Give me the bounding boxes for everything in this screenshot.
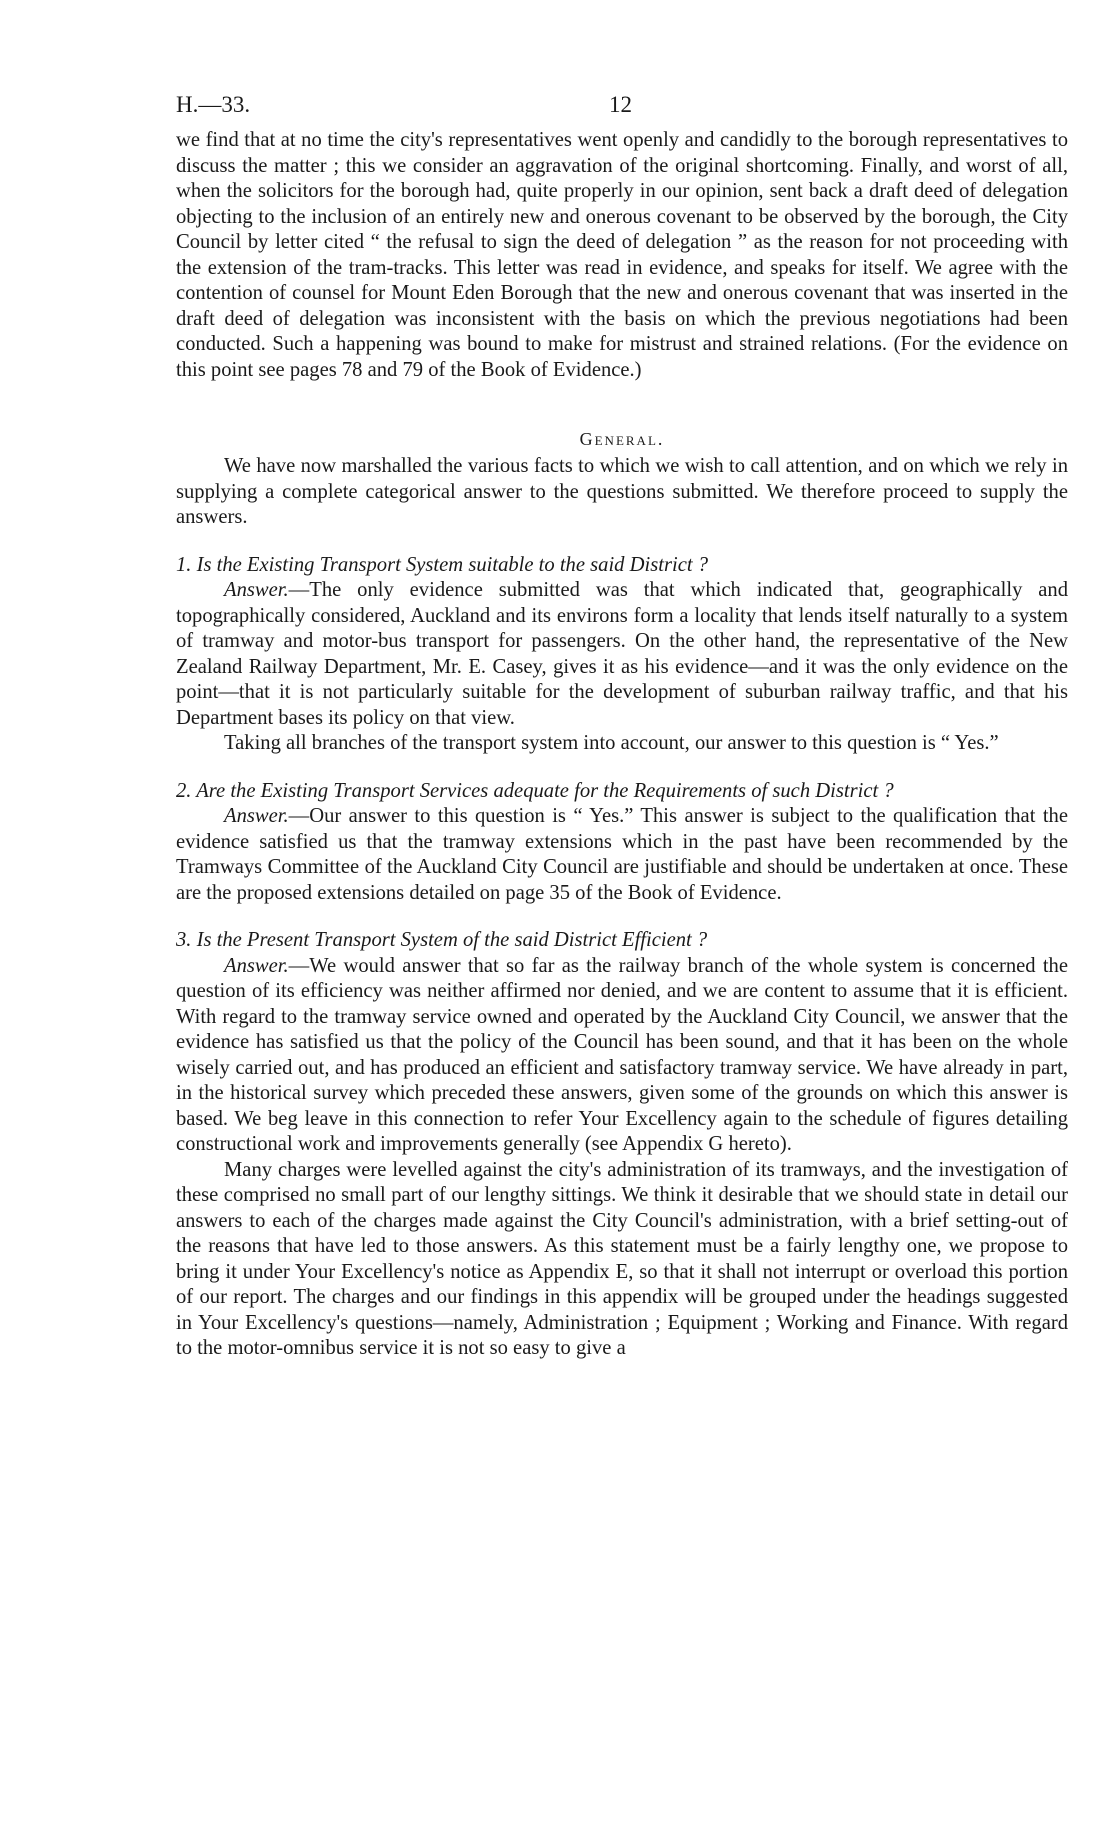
- answer-label: Answer.: [224, 954, 289, 977]
- answer-3: [176, 954, 1068, 1158]
- report-reference: H.—33.: [176, 92, 251, 117]
- answer-3-continued: Many charges were levelled against the city's administration of its tramways, and the investigation of these comprised no small part of our lengthy sittings. We think it desirable that we should state in detail our answers to each of the charges made against the City Council's administration, with a brief setting-out of the reasons that have led to those answers. As this statement must be a fairly lengthy one, we propose to bring it under Your Excellency's notice as Appendix E, so that it shall not interrupt or overload this portion of our report. The charges and our findings in this appendix will be grouped under the headings suggested in Your Excellency's questions—namely, Administration ; Equipment ; Working and Finance. With regard to the motor-omnibus service it is not so easy to give a: [176, 1158, 1068, 1359]
- answer-1-conclusion: Taking all branches of the transport system into account, our answer to this question is “ Yes.”: [224, 732, 999, 754]
- general-paragraph: We have now marshalled the various facts to which we wish to call attention, and on which we rely in supplying a complete categorical answer to the questions submitted. We therefore proceed to supply the answers.: [176, 455, 1068, 528]
- answer-label: Answer.: [224, 579, 289, 601]
- answer-1: [176, 578, 1068, 731]
- answer-text: —The only evidence submitted was that which indicated that, geographically and topographically considered, Auckland and its environs form a locality that lends itself naturally to a system of tramway and motor-bus transport for passengers. On the other hand, the representative of the New Zealand Railway Department, Mr. E. Casey, gives it as his evidence—and it was the only evidence on the point—that it is not particularly suitable for the development of suburban railway traffic, and that his Department bases its policy on that view.: [176, 579, 1068, 729]
- section-heading-general: General.: [579, 429, 665, 449]
- answer-2: [176, 804, 1068, 906]
- page-header: [176, 92, 1068, 128]
- opening-paragraph: we find that at no time the city's representatives went openly and candidly to the borough representatives to discuss the matter ; this we consider an aggravation of the original shortcoming. Finally, and worst of all, when the solicitors for the borough had, quite properly in our opinion, sent back a draft deed of delegation objecting to the inclusion of an entirely new and onerous covenant to be observed by the borough, the City Council by letter cited “ the refusal to sign the deed of delegation ” as the reason for not proceeding with the extension of the tram-tracks. This letter was read in evidence, and speaks for itself. We agree with the contention of counsel for Mount Eden Borough that the new and onerous covenant that was inserted in the draft deed of delegation was inconsistent with the basis on which the previous negotiations had been conducted. Such a happening was bound to make for mistrust and strained relations. (For the evidence on this point see pages 78 and 79 of the Book of Evidence.): [176, 129, 1068, 381]
- question-1: 1. Is the Existing Transport System suitable to the said District ?: [176, 553, 708, 576]
- answer-text: —We would answer that so far as the railway branch of the whole system is concerned the question of its efficiency was neither affirmed nor denied, and we are content to assume that it is efficient. With regard to the tramway service owned and operated by the Auckland City Council, we answer that the evidence has satisfied us that the policy of the Council has been sound, and that it has been on the whole wisely carried out, and has produced an efficient and satisfactory tramway service. We have already in part, in the historical survey which preceded these answers, given some of the grounds on which this answer is based. We beg leave in this connection to refer Your Excellency again to the schedule of figures detailing constructional work and improvements generally (see Appendix G hereto).: [176, 954, 1068, 1155]
- document-page: [176, 92, 1068, 1362]
- question-3: 3. Is the Present Transport System of the said District Efficient ?: [176, 929, 708, 951]
- question-2: 2. Are the Existing Transport Services adequate for the Requirements of such District ?: [176, 779, 894, 802]
- page-number: 12: [609, 92, 632, 117]
- answer-label: Answer.: [224, 805, 289, 827]
- answer-text: —Our answer to this question is “ Yes.” This answer is subject to the qualification that the evidence satisfied us that the tramway extensions which in the past have been recommended by the Tramways Committee of the Auckland City Council are justifiable and should be undertaken at once. These are the proposed extensions detailed on page 35 of the Book of Evidence.: [176, 805, 1068, 904]
